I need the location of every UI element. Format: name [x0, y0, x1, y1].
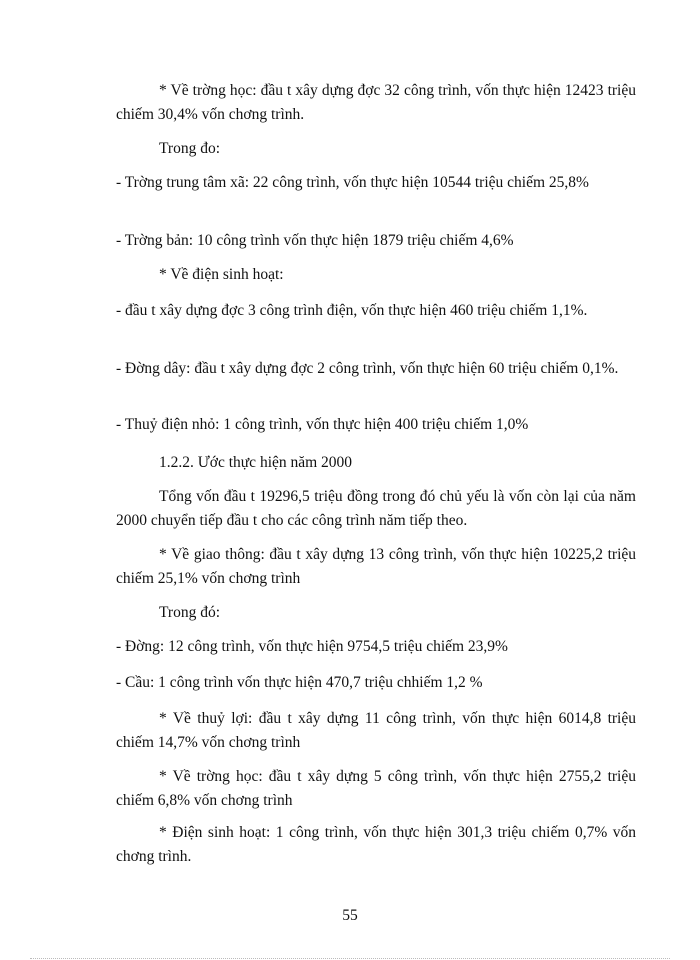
paragraph-electricity-2000: * Điện sinh hoạt: 1 công trình, vốn thực hiện 301,3 triệu chiếm 0,7% vốn chơng trình. — [116, 824, 636, 865]
paragraph-village-school: - Trờng bản: 10 công trình vốn thực hiện 1879 triệu chiếm 4,6% — [116, 232, 514, 249]
paragraph-electricity-investment: - đầu t xây dựng đợc 3 công trình điện, vốn thực hiện 460 triệu chiếm 1,1%. — [116, 302, 588, 319]
paragraph-small-hydropower: - Thuỷ điện nhỏ: 1 công trình, vốn thực hiện 400 triệu chiếm 1,0% — [116, 416, 529, 433]
paragraph-in-which-2: Trong đó: — [159, 604, 221, 621]
paragraph-total-investment: Tổng vốn đầu t 19296,5 triệu đồng trong đó chủ yếu là vốn còn lại của năm 2000 chuyển tiếp đầu t cho các công trình năm tiếp theo. — [116, 488, 636, 529]
paragraph-irrigation: * Về thuỷ lợi: đầu t xây dựng 11 công trình, vốn thực hiện 6014,8 triệu chiếm 14,7% vốn chơng trình — [116, 710, 636, 751]
paragraph-household-electricity: * Về điện sinh hoạt: — [159, 266, 284, 283]
paragraph-in-which: Trong đo: — [159, 140, 221, 157]
paragraph-commune-center-school: - Trờng trung tâm xã: 22 công trình, vốn thực hiện 10544 triệu chiếm 25,8% — [116, 174, 589, 191]
paragraph-bridges: - Cầu: 1 công trình vốn thực hiện 470,7 triệu chhiếm 1,2 % — [116, 674, 483, 691]
paragraph-roads: - Đờng: 12 công trình, vốn thực hiện 9754,5 triệu chiếm 23,9% — [116, 638, 508, 655]
paragraph-power-lines: - Đờng dây: đầu t xây dựng đợc 2 công trình, vốn thực hiện 60 triệu chiếm 0,1%. — [116, 360, 619, 377]
page-number: 55 — [342, 907, 358, 924]
paragraph-school-construction: * Về trờng học: đầu t xây dựng đợc 32 công trình, vốn thực hiện 12423 triệu chiếm 30,4% vốn chơng trình. — [116, 82, 636, 123]
section-heading-2000-estimate: 1.2.2. Ước thực hiện năm 2000 — [159, 454, 353, 471]
paragraph-schools-2000: * Về trờng học: đầu t xây dựng 5 công trình, vốn thực hiện 2755,2 triệu chiếm 6,8% vốn chơng trình — [116, 768, 636, 809]
page-bottom-divider — [30, 958, 670, 959]
paragraph-transport: * Về giao thông: đầu t xây dựng 13 công trình, vốn thực hiện 10225,2 triệu chiếm 25,1% vốn chơng trình — [116, 546, 636, 587]
